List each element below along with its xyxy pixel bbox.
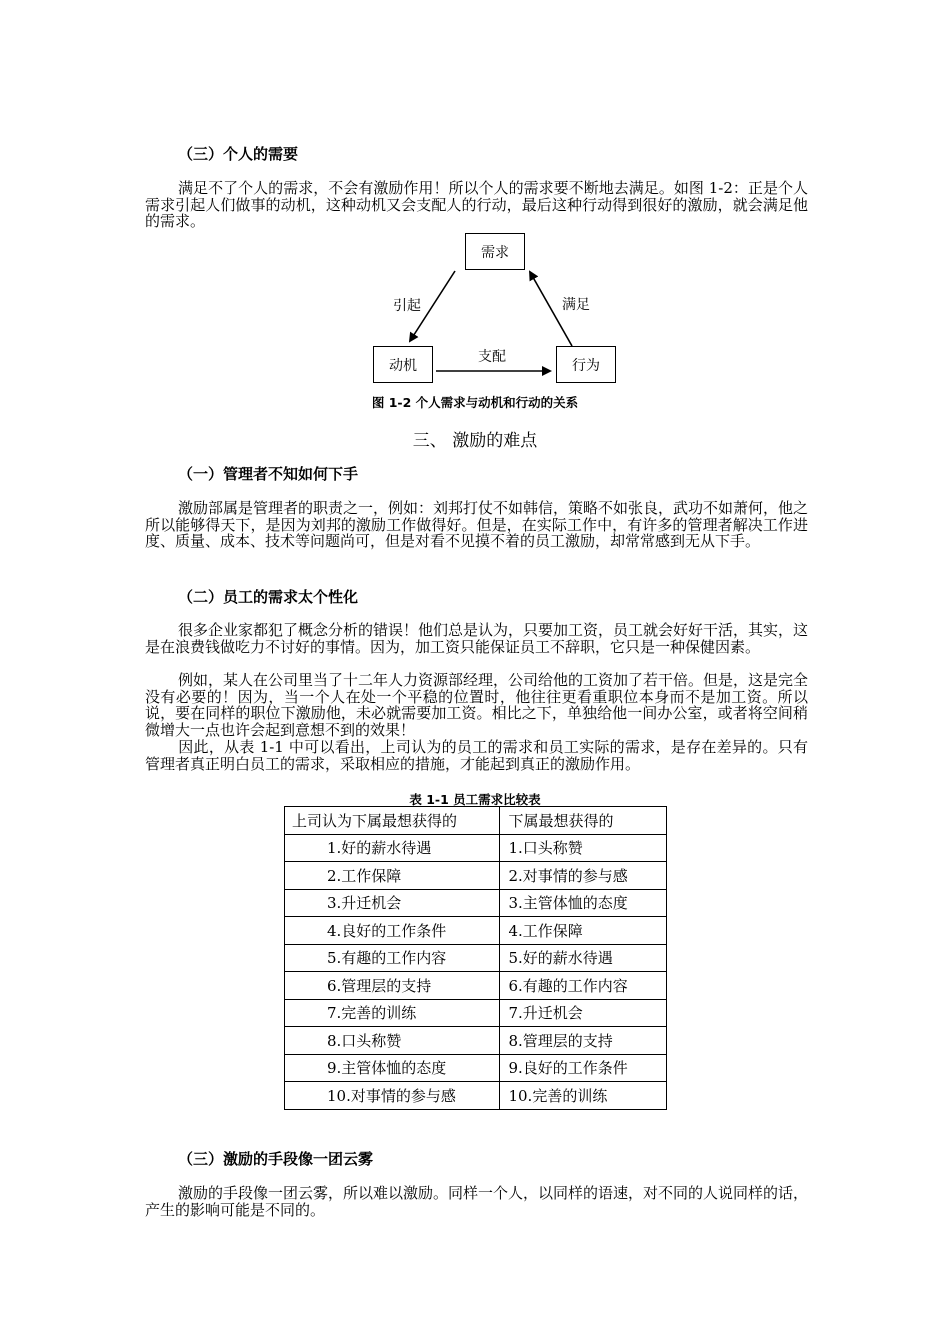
label-satisfy: 满足 [562, 297, 590, 313]
table-cell: 6.有趣的工作内容 [500, 972, 667, 1000]
table-cell: 5.有趣的工作内容 [285, 944, 500, 972]
table-cell: 2.对事情的参与感 [500, 862, 667, 890]
node-need: 需求 [465, 233, 525, 270]
table-row [285, 834, 667, 862]
table-cell: 3.升迁机会 [285, 889, 500, 917]
paragraph-needs [145, 180, 808, 230]
label-govern: 支配 [478, 349, 506, 365]
table-header-row [285, 807, 667, 835]
table-cell: 9.良好的工作条件 [500, 1054, 667, 1082]
subheading-managers: （一）管理者不知如何下手 [178, 465, 359, 483]
subheading-incentive-means: （三）激励的手段像一团云雾 [178, 1150, 374, 1168]
chapter-title: 三、 激励的难点 [412, 431, 538, 451]
table-cell: 10.对事情的参与感 [285, 1082, 500, 1110]
table-cell: 4.工作保障 [500, 917, 667, 945]
paragraph-managers [145, 500, 808, 550]
needs-comparison-table [284, 806, 667, 1110]
table-row [285, 944, 667, 972]
node-motive: 动机 [373, 346, 433, 383]
table-cell: 4.良好的工作条件 [285, 917, 500, 945]
needs-cycle-diagram [360, 228, 630, 393]
label-cause: 引起 [393, 298, 421, 314]
paragraph-employee-needs-2 [145, 672, 808, 738]
table-cell: 6.管理层的支持 [285, 972, 500, 1000]
paragraph-employee-needs-1-text: 很多企业家都犯了概念分析的错误！他们总是认为，只要加工资，员工就会好好干活，其实，这是在浪费钱做吃力不讨好的事情。因为，加工资只能保证员工不辞职，它只是一种保健因素。 [145, 621, 809, 656]
table-header-cell: 下属最想获得的 [500, 807, 667, 835]
table-cell: 9.主管体恤的态度 [285, 1054, 500, 1082]
table-cell: 8.管理层的支持 [500, 1027, 667, 1055]
table-caption: 表 1-1 员工需求比较表 [409, 792, 541, 807]
table-cell: 2.工作保障 [285, 862, 500, 890]
table-cell: 1.口头称赞 [500, 834, 667, 862]
table-cell: 10.完善的训练 [500, 1082, 667, 1110]
table-row [285, 1027, 667, 1055]
paragraph-employee-needs-2-text: 例如，某人在公司里当了十二年人力资源部经理，公司给他的工资加了若干倍。但是，这是完全没有必要的！因为，当一个人在处一个平稳的位置时，他往往更看重职位本身而不是加工资。所以说，要在同样的职位下激励他，未必就需要加工资。相比之下，单独给他一间办公室，或者将空间稍微增大一点也许会起到意想不到的效果！ [145, 671, 809, 739]
table-row [285, 862, 667, 890]
table-cell: 1.好的薪水待遇 [285, 834, 500, 862]
node-action: 行为 [556, 346, 616, 383]
table-row [285, 999, 667, 1027]
table-cell: 5.好的薪水待遇 [500, 944, 667, 972]
table-cell: 3.主管体恤的态度 [500, 889, 667, 917]
section-heading-personal-needs: （三）个人的需要 [178, 145, 299, 163]
table-row [285, 889, 667, 917]
table-row [285, 1082, 667, 1110]
paragraph-employee-needs-3 [145, 739, 808, 772]
figure-caption: 图 1-2 个人需求与动机和行动的关系 [371, 395, 579, 410]
table-row [285, 1054, 667, 1082]
table-row [285, 917, 667, 945]
table-row [285, 972, 667, 1000]
paragraph-employee-needs-1 [145, 622, 808, 655]
paragraph-employee-needs-3-text: 因此，从表 1-1 中可以看出，上司认为的员工的需求和员工实际的需求，是存在差异的。只有管理者真正明白员工的需求，采取相应的措施，才能起到真正的激励作用。 [145, 738, 808, 773]
paragraph-incentive-means [145, 1185, 808, 1218]
table-header-cell: 上司认为下属最想获得的 [285, 807, 500, 835]
table-cell: 8.口头称赞 [285, 1027, 500, 1055]
table-cell: 7.完善的训练 [285, 999, 500, 1027]
paragraph-incentive-means-text: 激励的手段像一团云雾，所以难以激励。同样一个人，以同样的语速，对不同的人说同样的话，产生的影响可能是不同的。 [145, 1184, 809, 1219]
table-cell: 7.升迁机会 [500, 999, 667, 1027]
subheading-employee-needs: （二）员工的需求太个性化 [178, 588, 359, 606]
paragraph-managers-text: 激励部属是管理者的职责之一，例如：刘邦打仗不如韩信，策略不如张良，武功不如萧何，他之所以能够得天下，是因为刘邦的激励工作做得好。但是，在实际工作中，有许多的管理者解决工作进度、质量、成本、技术等问题尚可，但是对看不见摸不着的员工激励，却常常感到无从下手。 [145, 499, 809, 550]
paragraph-needs-text: 满足不了个人的需求，不会有激励作用！所以个人的需求要不断地去满足。如图 1-2：正是个人需求引起人们做事的动机，这种动机又会支配人的行动，最后这种行动得到很好的激励，就会满足他的需求。 [145, 179, 808, 230]
